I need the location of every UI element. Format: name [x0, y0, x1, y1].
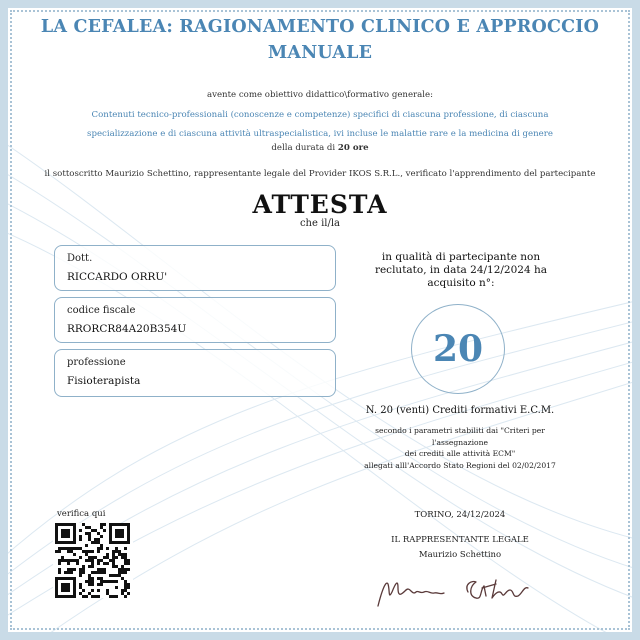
criteria-text — [350, 425, 570, 471]
criteria-line: dei crediti alle attività ECM" — [404, 449, 516, 458]
che-il-la: che il/la — [299, 218, 341, 229]
participant-name-box — [54, 245, 336, 291]
credits-number: 20 — [432, 328, 484, 370]
participant-name: RICCARDO ORRU' — [67, 271, 168, 283]
criteria-line: allegati alll'Accordo Stato Regioni del 02/02/2017 — [364, 460, 556, 470]
declaration: il sottoscritto Maurizio Schettino, rappresentante legale del Provider IKOS S.R.L., verificato l'apprendimento del partecipante — [44, 169, 596, 179]
credits-circle — [411, 304, 505, 394]
duration-prefix: della durata di — [271, 143, 336, 153]
fiscal-code-value: RRORCR84A20B354U — [67, 323, 187, 335]
qualita-text: in qualità di partecipante non reclutato, in data 24/12/2024 ha acquisito n°: — [374, 251, 548, 289]
qr-code-graphic — [53, 523, 133, 598]
objective-intro: avente come obiettivo didattico\formativo generale: — [206, 90, 434, 100]
legal-rep-title: IL RAPPRESENTANTE LEGALE — [391, 535, 529, 545]
participant-title-label: Dott. — [67, 253, 93, 264]
fiscal-code-box — [54, 297, 336, 343]
credits-text: N. 20 (venti) Crediti formativi E.C.M. — [365, 405, 555, 416]
course-title: LA CEFALEA: RAGIONAMENTO CLINICO E APPROCCIO MANUALE — [40, 17, 600, 63]
duration-value: 20 ore — [337, 143, 369, 153]
qr-code-icon[interactable] — [53, 523, 133, 598]
profession-value: Fisioterapista — [67, 375, 141, 387]
signature-image — [372, 566, 542, 612]
place-date: TORINO, 24/12/2024 — [414, 510, 506, 520]
legal-rep-name: Maurizio Schettino — [418, 550, 502, 560]
fiscal-code-label: codice fiscale — [67, 305, 136, 316]
criteria-line: secondo i parametri stabiliti dai "Criteri per — [375, 426, 545, 435]
objective-text: Contenuti tecnico-professionali (conoscenze e competenze) specifici di ciascuna professione, di ciascuna specializzazione e di ciascuna attività ultraspecialistica, ivi incluse le malattie rare e la medicina di genere — [87, 110, 553, 139]
profession-box — [54, 349, 336, 397]
attesta-heading: ATTESTA — [252, 190, 388, 219]
criteria-line: l'assegnazione — [432, 437, 488, 447]
duration — [30, 142, 610, 154]
profession-label: professione — [67, 357, 126, 368]
verify-label: verifica qui — [57, 509, 106, 519]
